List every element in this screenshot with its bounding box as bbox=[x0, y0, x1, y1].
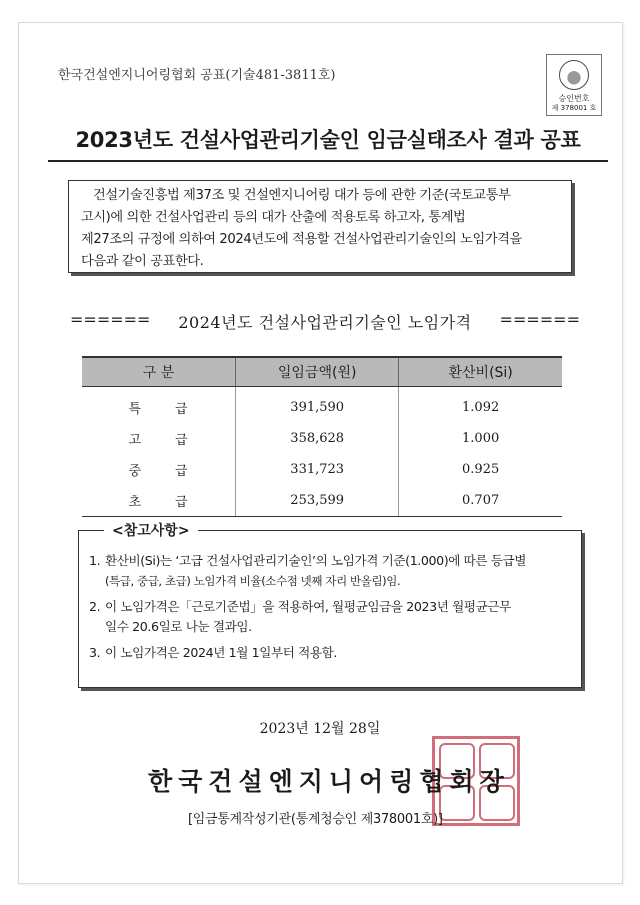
statistics-agency-note: [임금통계작성기관(통계청승인 제378001호)] bbox=[188, 812, 443, 827]
table-row bbox=[82, 423, 562, 454]
item-number: 2. bbox=[89, 599, 101, 614]
intro-line: 다음과 같이 공표한다. bbox=[81, 254, 204, 269]
ratio-cell: 1.092 bbox=[399, 387, 562, 424]
reference-item bbox=[89, 551, 571, 591]
wage-table bbox=[82, 356, 562, 517]
wage-cell: 331,723 bbox=[236, 454, 399, 485]
intro-line: 건설기술진흥법 제37조 및 건설엔지니어링 대가 등에 관한 기준(국토교통부 bbox=[93, 188, 511, 203]
announcement-number: 한국건설엔지니어링협회 공표(기술481-3811호) bbox=[58, 68, 336, 83]
grade-cell: 중급 bbox=[128, 464, 222, 479]
table-row bbox=[82, 387, 562, 424]
grade-cell: 고급 bbox=[128, 433, 222, 448]
wage-cell: 391,590 bbox=[236, 387, 399, 424]
badge-number: 제 378001 호 bbox=[551, 104, 597, 112]
grade-cell: 초급 bbox=[82, 485, 236, 517]
item-text: 일수 20.6일로 나눈 결과임. bbox=[105, 619, 252, 634]
ratio-cell: 0.925 bbox=[399, 454, 562, 485]
reference-item bbox=[89, 643, 571, 663]
intro-paragraph-box bbox=[68, 180, 572, 273]
wage-cell: 253,599 bbox=[236, 485, 399, 517]
item-number: 1. bbox=[89, 553, 101, 568]
ratio-cell: 0.707 bbox=[399, 485, 562, 517]
heading-rule-right: ====== bbox=[499, 310, 580, 329]
reference-box bbox=[78, 530, 582, 688]
reference-item bbox=[89, 597, 571, 637]
wage-cell: 358,628 bbox=[236, 423, 399, 454]
column-header-ratio: 환산비(Si) bbox=[399, 357, 562, 387]
item-number: 3. bbox=[89, 645, 101, 660]
item-text: 이 노임가격은「근로기준법」을 적용하여, 월평균임금을 2023년 월평균근무 bbox=[105, 599, 511, 614]
intro-line: 고시)에 의한 건설사업관리 등의 대가 산출에 적용토록 하고자, 통계법 bbox=[81, 210, 466, 225]
emblem-icon bbox=[559, 60, 589, 90]
item-text: 환산비(Si)는 ‘고급 건설사업관리기술인’의 노임가격 기준(1.000)에 따른 등급별 bbox=[105, 553, 527, 568]
document-title: 2023년도 건설사업관리기술인 임금실태조사 결과 공표 bbox=[75, 128, 581, 152]
reference-label: <참고사항> bbox=[104, 520, 198, 540]
ratio-cell: 1.000 bbox=[399, 423, 562, 454]
table-row bbox=[82, 454, 562, 485]
item-text: 이 노임가격은 2024년 1월 1일부터 적용함. bbox=[105, 645, 338, 660]
column-header-wage: 일임금액(원) bbox=[236, 357, 399, 387]
table-header-row bbox=[82, 357, 562, 387]
grade-cell: 특급 bbox=[128, 402, 222, 417]
organization-signature: 한국건설엔지니어링협회장 bbox=[148, 767, 510, 796]
heading-rule-left: ====== bbox=[70, 310, 151, 329]
section-heading bbox=[70, 310, 580, 333]
section-heading-text: 2024년도 건설사업관리기술인 노임가격 bbox=[178, 313, 472, 332]
item-text: (특급, 중급, 초급) 노임가격 비율(소수점 넷째 자리 반올림)임. bbox=[105, 574, 401, 588]
approval-badge bbox=[546, 54, 602, 116]
title-underline bbox=[48, 160, 608, 162]
issue-date: 2023년 12월 28일 bbox=[259, 721, 381, 737]
intro-line: 제27조의 규정에 의하여 2024년도에 적용할 건설사업관리기술인의 노임가격을 bbox=[81, 232, 522, 247]
table-row bbox=[82, 485, 562, 517]
column-header-grade: 구 분 bbox=[82, 357, 236, 387]
badge-label: 승인번호 bbox=[558, 94, 590, 103]
